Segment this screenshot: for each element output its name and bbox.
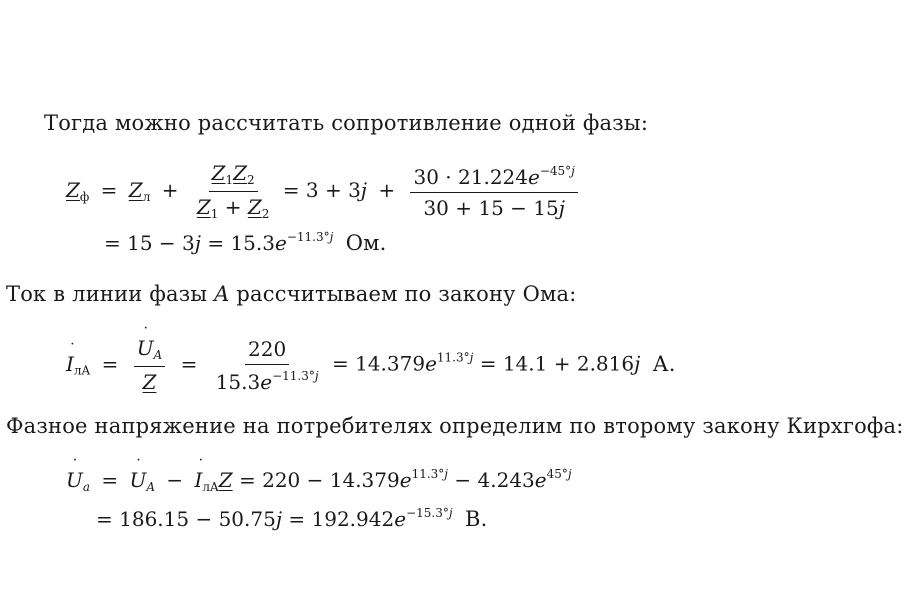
text2-b: рассчитываем по закону Ома: [229, 282, 577, 306]
v-line2-a: = 186.15 − 50.75 [96, 507, 276, 531]
sub-l: л [142, 190, 151, 204]
mid-2: − 4.243 [454, 468, 535, 492]
var-z-l: Z [128, 178, 143, 202]
line2-b: = 15.3 [207, 231, 275, 255]
paragraph-line-current [6, 284, 577, 305]
equation-phase-voltage: ˙ $U_a$ = ˙ $U_A$ − ˙ $I_{лA}Z = 220 - 14.379e^{11.3^\circ j} - 4.243e^{45^\circ j}$ [66, 468, 572, 493]
equation-phase-impedance-result: = $15 - 3j = 15.3e^{-11.3^\circ j}$ Ом. [104, 230, 387, 255]
line2-a: = 15 − 3 [104, 231, 195, 255]
fraction-z1z2: $\frac{Z_1Z_2}{Z_1 + Z_2}$ [196, 161, 270, 221]
unit-ohm: Ом. [345, 231, 387, 255]
mid-1: = 220 − 14.379 [238, 468, 400, 492]
res-1: = 14.379 [331, 351, 426, 376]
fraction-numeric: $\frac{30 \cdot 21.224e^{-45^\circ j}}{30 + 15 - 15j}$ [410, 165, 577, 218]
unit-ampere: А. [652, 351, 676, 376]
equation-phase-impedance: $Z_ф = Z_л$ + $\frac{Z_1Z_2}{Z_1 + Z_2}$ = 3 + 3j + $\frac{30 \cdot 21.224e^{-45^\circ j}}{30 + 15 - 15j}$ [66, 163, 582, 220]
fraction-220: $\frac{220}{15.3e^{-11.3^\circ j}}$ [215, 336, 319, 394]
paragraph-intro-text: Тогда можно рассчитать сопротивление одной фазы: [44, 111, 649, 135]
equation-line-current: ˙ $I_{лA}$ = ˙ $\frac{U_A}{Z}$ = $\frac{220}{15.3e^{-11.3^\circ j}}$ = $14.379e^{11.3^\circ j} = 14.1 + 2.816j$ А. [66, 338, 676, 392]
res-2: = 14.1 + 2.816 [479, 351, 635, 376]
text2-var: A [214, 282, 230, 306]
paragraph-phase-voltage [6, 416, 904, 437]
fraction-ua-z: ˙ $\frac{U_A}{Z}$ [134, 338, 166, 392]
var-z: Z [66, 178, 80, 202]
text3: Фазное напряжение на потребителях определим по второму закону Кирхгофа: [6, 414, 904, 438]
rhs-3-3j: = 3 + 3 [282, 178, 361, 202]
paragraph-intro [44, 113, 648, 134]
unit-volt: В. [464, 507, 488, 531]
text2-a: Ток в линии фазы [6, 282, 215, 306]
sub-f: ф [79, 190, 90, 204]
v-line2-b: = 192.942 [288, 507, 395, 531]
equation-phase-voltage-result: = $186.15 - 50.75j = 192.942e^{-15.3^\circ j}$ В. [96, 506, 488, 531]
